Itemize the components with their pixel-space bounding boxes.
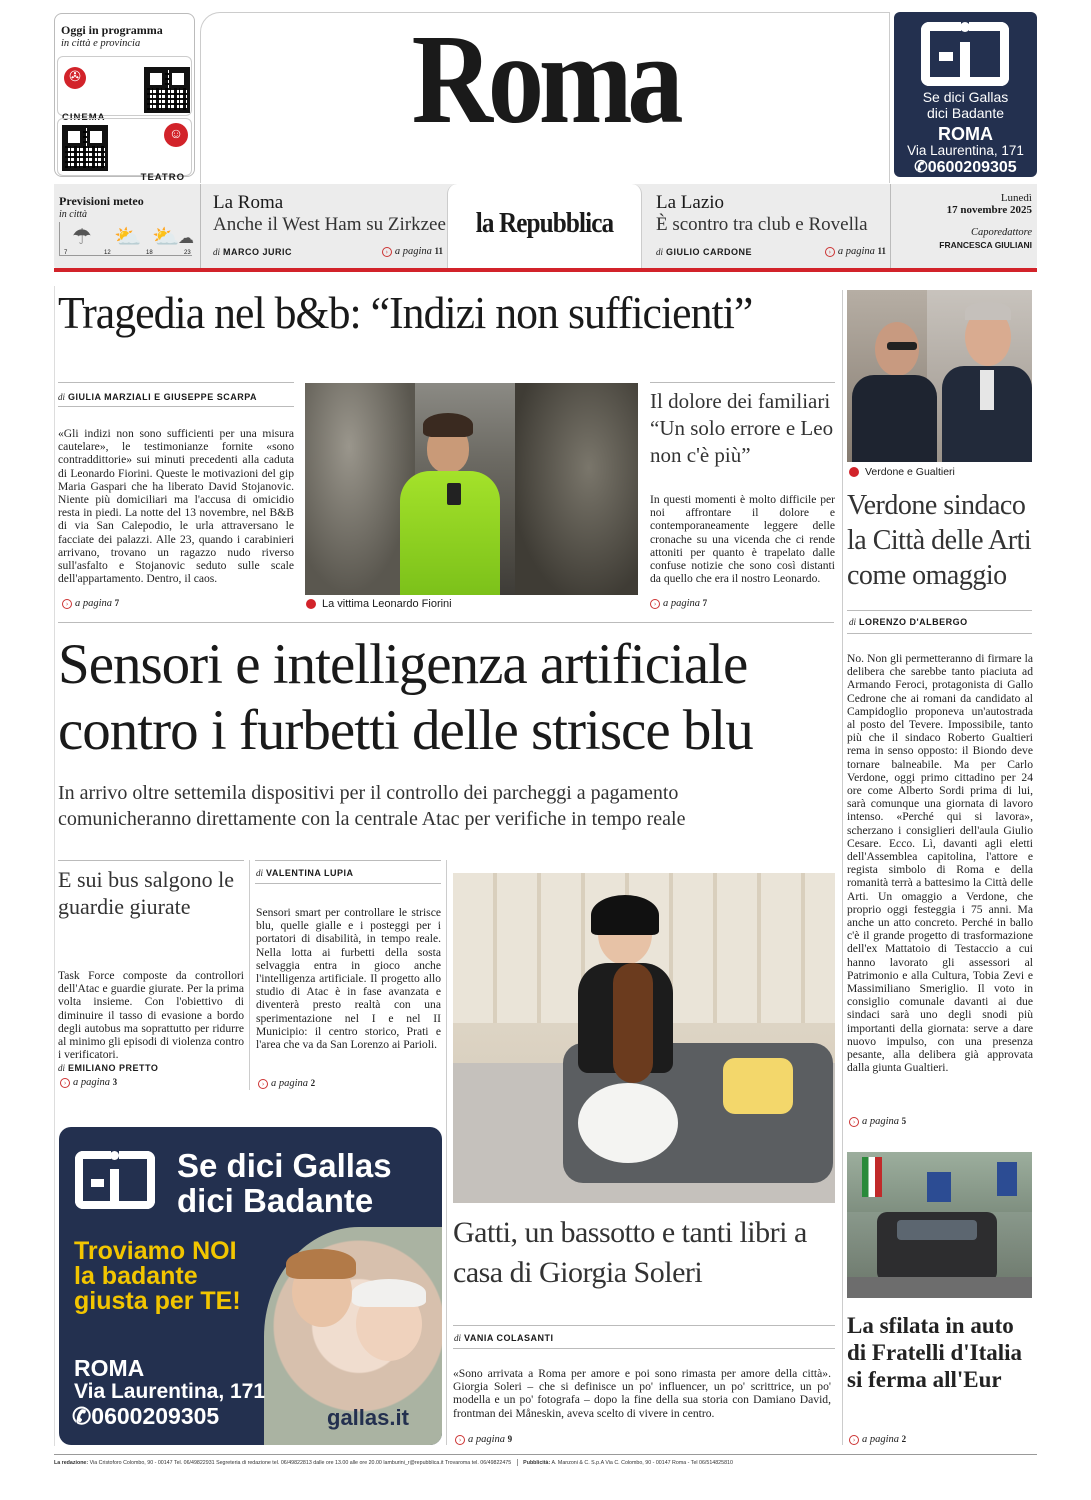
- teaser-lazio-byline: [656, 247, 752, 257]
- pagina-num: 2: [901, 1434, 907, 1444]
- arrow-icon: ›: [258, 1079, 268, 1089]
- info-strip-red-line: [54, 268, 1037, 272]
- sensori-byline: [256, 868, 354, 878]
- ad-big-line2: dici Badante: [177, 1182, 374, 1219]
- programma-title: Oggi in programma: [61, 23, 163, 37]
- date-box: [894, 192, 1032, 266]
- teaser-roma-byline: [213, 247, 292, 257]
- phone-icon: ✆: [72, 1403, 92, 1429]
- cinema-qr-code[interactable]: [144, 67, 190, 113]
- teaser-roma-pagina[interactable]: [382, 246, 443, 257]
- meteo-title: Previsioni meteo: [59, 194, 144, 208]
- verdone-body: No. Non gli permetteranno di firmare la delibera che sarebbe tanto piaciuta ad Armando Feroci, protagonista di Gallo Cedrone che ai romani da candidato al Campidoglio proponeva un'autostrada al posto del Tevere. Impossibile, tanto più che il sindaco Roberto Gualtieri rema in senso opposto: il Biondo deve tornare balneabile. Ma per Carlo Verdone, oggi primo cittadino per 24 ore come Alberto Sordi prima di lui, sarà comunque una giornata di lavoro intenso. «Perché qui si lavora», scherzano i consiglieri dell'aula Giulio Cesare. Ecco. Lì, davanti agli eletti dell'Assemblea capitolina, l'attore e regista simbolo di Roma e della romanità terrà a battesimo la Città delle Arti. Un omaggio a Verdone, che proprio oggi festeggia i 75 anni. Ma anche un atto concreto. Perché in ballo c'è il grande progetto di trasformazione dell'ex Mattatoio di Testaccio a cui hanno lavorato gli assessori al Patrimonio e alla Cultura, Tobia Zevi e Massimiliano Smeriglio. Il voto in consiglio comunale davanti ai due sindaci sarà uno degli snodi più importanti della giornata: serve a dare nuovo impulso, con una presenza pesante, alla delibera già approvata dalla giunta Gualtieri.: [847, 652, 1033, 1075]
- ad-big-address: Via Laurentina, 171: [74, 1380, 266, 1403]
- teaser-roma[interactable]: [213, 192, 446, 266]
- cloud-icon: ☁: [178, 230, 194, 247]
- arrow-icon: ›: [62, 599, 72, 609]
- teaser-lazio-text: È scontro tra club e Rovella: [656, 214, 868, 235]
- story1b-pagina[interactable]: [650, 598, 707, 609]
- author: MARCO JURIC: [223, 247, 293, 257]
- verdone-byline: [849, 617, 968, 627]
- brand-logo: la Repubblica: [475, 208, 614, 239]
- by-word: di: [58, 1063, 66, 1073]
- caption-text: La vittima Leonardo Fiorini: [322, 598, 452, 610]
- main-deck: In arrivo oltre settemila dispositivi per il controllo dei parcheggi a pagamento comunicheranno direttamente con la centrale Atac per verifiche in tempo reale: [58, 782, 686, 830]
- ad-big-slogan1: Troviamo NOI: [74, 1237, 237, 1265]
- author: LORENZO D'ALBERGO: [859, 617, 968, 627]
- cinema-panel[interactable]: [57, 56, 192, 123]
- pagina-label: a pagina: [73, 1077, 111, 1088]
- cinema-label: CINEMA: [62, 112, 106, 123]
- pagina-num: 7: [114, 598, 120, 608]
- by-word: di: [849, 617, 857, 627]
- story1-headline[interactable]: Tragedia nel b&b: “Indizi non sufficienti”: [58, 287, 753, 338]
- pagina-label: a pagina: [862, 1116, 900, 1127]
- programma-subtitle: in città e provincia: [61, 38, 141, 49]
- by-word: di: [656, 247, 664, 257]
- ad-big-city: ROMA: [74, 1355, 145, 1381]
- meteo-hour: 7: [64, 250, 68, 256]
- arrow-icon: ›: [60, 1078, 70, 1088]
- sfilata-headline[interactable]: La sfilata in auto di Fratelli d'Italia si ferma all'Eur: [847, 1313, 1023, 1392]
- pagina-label: a pagina: [837, 246, 875, 257]
- date-editor: FRANCESCA GIULIANI: [939, 240, 1032, 250]
- pagina-num: 3: [112, 1077, 118, 1087]
- photo-sfilata: [847, 1152, 1032, 1298]
- caption-leonardo: [306, 598, 452, 610]
- by-word: di: [213, 247, 221, 257]
- teatro-panel[interactable]: [57, 118, 192, 183]
- soleri-pagina[interactable]: [455, 1434, 512, 1445]
- footer-left: Via Cristoforo Colombo, 90 - 00147 Tel. 06/49822931 Segreteria di redazione tel. 06/49822813 dalle ore 13.00 alle ore 20.00 lamburini_r@repubblica.it Trovaroma tel. 06/49822475: [89, 1459, 512, 1466]
- author: EMILIANO PRETTO: [68, 1063, 159, 1073]
- ad-big-phone-number: 0600209305: [91, 1403, 220, 1429]
- sun-cloud-icon: ⛅: [114, 224, 142, 249]
- caption-text: Verdone e Gualtieri: [865, 466, 955, 478]
- ad-big-slogan2: la badante: [74, 1262, 198, 1290]
- teaser-roma-title: La Roma: [213, 192, 284, 213]
- date-full: 17 novembre 2025: [946, 204, 1032, 216]
- ad-top-phone: [894, 157, 1037, 177]
- by-word: di: [256, 868, 264, 878]
- arrow-icon: ›: [382, 247, 392, 257]
- soleri-body: «Sono arrivata a Roma per amore e poi sono rimasta per amore della città». Giorgia Soleri – che si definisce un po' influencer, un po' scrittrice, un po' modella e un po' fotografa – dopo la fine della sua storia con Damiano David, frontman dei Måneskin, aveva scelto di vivere in centro.: [453, 1367, 831, 1420]
- pagina-num: 5: [901, 1116, 907, 1126]
- ad-big-phone: [72, 1403, 219, 1430]
- date-role: Caporedattore: [970, 227, 1032, 238]
- pagina-num: 11: [434, 246, 443, 256]
- pagina-label: a pagina: [468, 1434, 506, 1445]
- ad-top-line1: Se dici Gallas: [922, 89, 1009, 105]
- arrow-icon: ›: [849, 1117, 859, 1127]
- masthead-title: Roma: [411, 8, 679, 150]
- arrow-icon: ›: [455, 1435, 465, 1445]
- programma-box: [54, 13, 195, 183]
- ad-top-city: ROMA: [938, 124, 993, 144]
- by-word: di: [58, 392, 66, 402]
- photo-giorgia-soleri: [453, 873, 835, 1203]
- guardie-body: Task Force composte da controllori dell'Atac e guardie giurate. Per la prima volta insieme. Con l'obiettivo di diminuire il tasso di evasione a bordo degli autobus ma soprattutto per ridurre al minimo gli episodi di violenza contro i verificatori.: [58, 969, 244, 1062]
- ad-top-address: Via Laurentina, 171: [907, 143, 1024, 158]
- pagina-label: a pagina: [75, 598, 113, 609]
- caption-verdone: [849, 466, 955, 478]
- sfilata-pagina[interactable]: [849, 1434, 906, 1445]
- author: VANIA COLASANTI: [464, 1333, 554, 1343]
- teaser-roma-text: Anche il West Ham su Zirkzee: [213, 214, 446, 235]
- pagina-num: 2: [310, 1078, 316, 1088]
- pagina-num: 7: [702, 598, 708, 608]
- photo-leonardo: [305, 383, 638, 595]
- pagina-label: a pagina: [862, 1434, 900, 1445]
- pagina-num: 11: [877, 246, 886, 256]
- rain-cloud-icon: ☂: [72, 224, 92, 249]
- soleri-byline: [454, 1333, 554, 1343]
- main-headline[interactable]: Sensori e intelligenza artificiale contro i furbetti delle strisce blu: [58, 633, 753, 762]
- arrow-icon: ›: [849, 1435, 859, 1445]
- pagina-label: a pagina: [394, 246, 432, 257]
- ad-top-phone-number: 0600209305: [927, 159, 1017, 176]
- footer-right-label: Pubblicità:: [523, 1459, 551, 1466]
- story1-byline: [58, 392, 257, 402]
- arrow-icon: ›: [650, 599, 660, 609]
- meteo-subtitle: in città: [59, 209, 88, 220]
- date-day: Lunedì: [1000, 192, 1032, 204]
- footer-left-label: La redazione:: [54, 1459, 89, 1466]
- film-reel-icon: ✇: [64, 67, 86, 89]
- camera-icon: [306, 599, 316, 609]
- footer-right: A. Manzoni & C. S.p.A Via C. Colombo, 90 - 00147 Roma - Tel 06/514825810: [551, 1459, 733, 1466]
- camera-icon: [849, 467, 859, 477]
- soleri-headline[interactable]: Gatti, un bassotto e tanti libri a casa di Giorgia Soleri: [453, 1216, 807, 1289]
- verdone-pagina[interactable]: [849, 1116, 906, 1127]
- verdone-headline[interactable]: Verdone sindaco la Città delle Arti come omaggio: [847, 490, 1032, 591]
- arrow-icon: ›: [825, 247, 835, 257]
- guardie-headline[interactable]: E sui bus salgono le guardie giurate: [58, 867, 234, 919]
- teaser-lazio-title: La Lazio: [656, 192, 725, 213]
- sun-cloud-icon: ⛅: [152, 224, 180, 249]
- ad-big-slogan3: giusta per TE!: [74, 1287, 241, 1315]
- pagina-num: 9: [507, 1434, 513, 1444]
- story1b-headline[interactable]: Il dolore dei familiari “Un solo errore e Leo non c'è più”: [650, 389, 834, 467]
- ad-big[interactable]: [59, 1127, 442, 1445]
- story1-pagina[interactable]: [62, 598, 119, 609]
- footer: [54, 1459, 1037, 1466]
- teaser-lazio[interactable]: [656, 192, 886, 266]
- story1b-body: In questi momenti è molto difficile per noi affrontare il dolore e contemporaneamente leggere delle cronache su una vicenda che ci rende attoniti per quanto è trapelato dalle confuse notizie che sono così distanti da quello che era il nostro Leonardo.: [650, 493, 835, 586]
- author: VALENTINA LUPIA: [266, 868, 354, 878]
- teaser-lazio-pagina[interactable]: [825, 246, 886, 257]
- ad-big-site: gallas.it: [327, 1405, 409, 1430]
- gallas-logo-icon: [921, 22, 1009, 86]
- guardie-pagina[interactable]: [60, 1077, 117, 1088]
- sensori-pagina[interactable]: [258, 1078, 315, 1089]
- teatro-label: TEATRO: [140, 172, 185, 183]
- by-word: di: [454, 1333, 462, 1343]
- ad-big-line1: Se dici Gallas: [177, 1147, 392, 1184]
- meteo-hour: 18: [146, 250, 153, 256]
- guardie-byline: [58, 1063, 158, 1073]
- teatro-qr-code[interactable]: [62, 125, 108, 171]
- photo-verdone-gualtieri: [847, 290, 1032, 462]
- brand-box: [447, 184, 642, 268]
- pagina-label: a pagina: [271, 1078, 309, 1089]
- phone-icon: ✆: [914, 159, 928, 176]
- author: GIULIA MARZIALI E GIUSEPPE SCARPA: [68, 392, 258, 402]
- meteo-hour: 23: [184, 250, 191, 256]
- meteo-hour: 12: [104, 250, 111, 256]
- sensori-body: Sensori smart per controllare le strisce blu, quelle gialle e i posteggi per i portatori di disabilità, in tempo reale. Nella lotta ai furbetti della sosta selvaggia entra in gioco anche l'intelligenza artificiale. Il progetto allo studio di Atac è in fase avanzata e diventerà presto realtà con una sperimentazione nel I e nel II Municipio: il centro storico, Prati e l'area che va da San Lorenzo ai Parioli.: [256, 906, 441, 1052]
- meteo-box: [54, 184, 196, 268]
- ad-top[interactable]: [894, 12, 1037, 177]
- gallas-logo-icon: [75, 1151, 155, 1209]
- theater-mask-icon: ☺: [164, 123, 188, 147]
- author: GIULIO CARDONE: [666, 247, 753, 257]
- story1-body: «Gli indizi non sono sufficienti per una misura cautelare», le testimonianze fornite «sono contraddittorie» sui minuti precedenti alla caduta di Leonardo Fiorini. Queste le motivazioni del gip Maria Gaspari che ha liberato David Stojanovic. Niente più domiciliari ma l'accusa di omicidio resta in piedi. La notte del 13 novembre, nel B&B di via San Calepodio, le urla attraversano le facciate dei palazzi. Alle 23, quando i carabinieri arrivano, trovano un ragazzo nudo riverso sull'asfalto e Stojanovic seduto sulle scale dell'appartamento. Dentro, il caos.: [58, 427, 294, 586]
- pagina-label: a pagina: [663, 598, 701, 609]
- ad-top-line2: dici Badante: [926, 105, 1005, 121]
